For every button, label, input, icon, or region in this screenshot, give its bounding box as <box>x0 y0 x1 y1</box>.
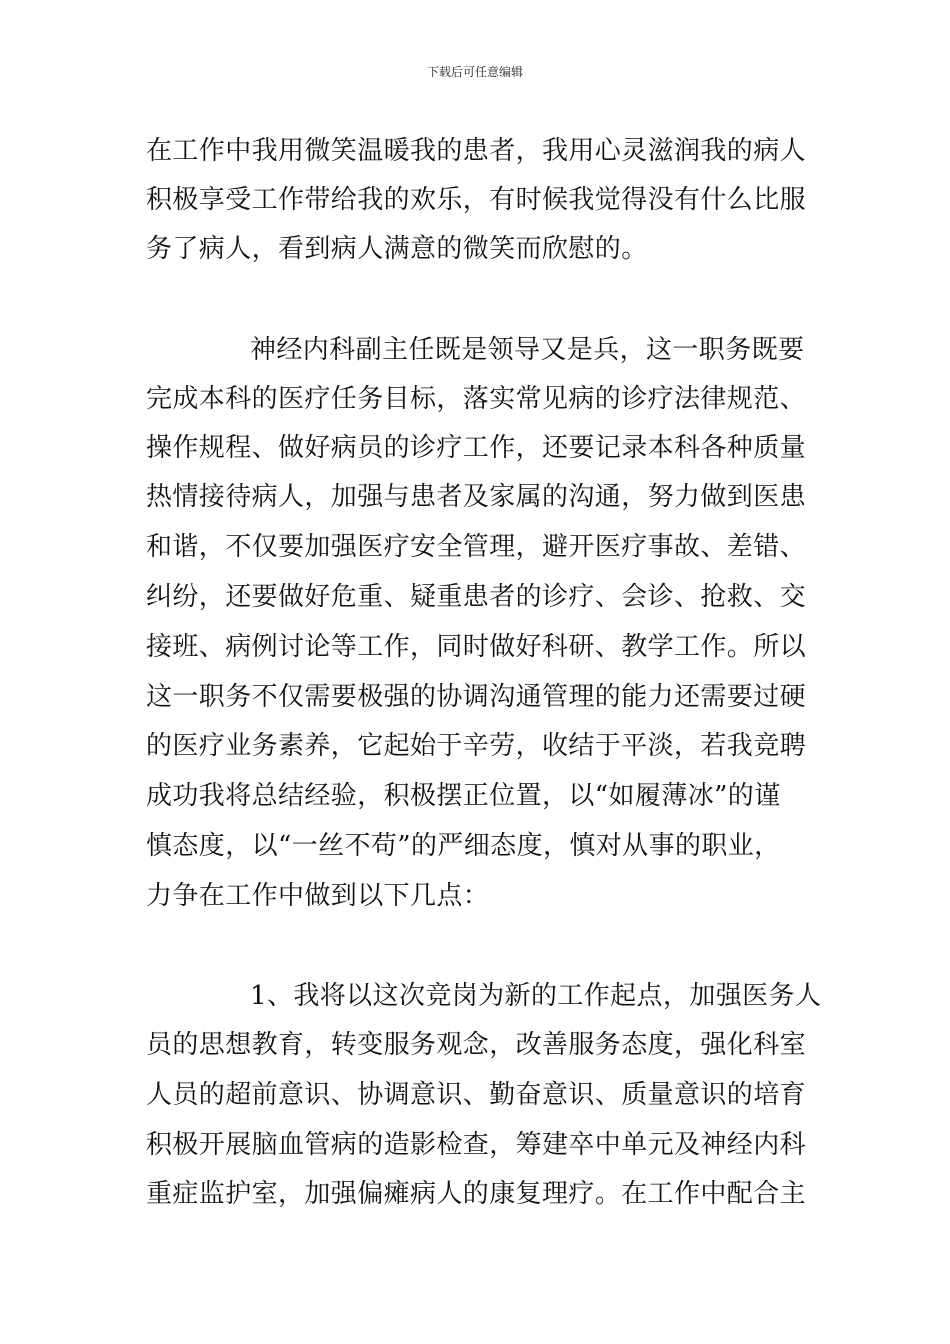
paragraph-line: 1、我将以这次竞岗为新的工作起点，加强医务人 <box>250 981 822 1011</box>
paragraph-line: 务了病人，看到病人满意的微笑而欣慰的。 <box>146 234 648 264</box>
paragraph-line: 慎态度，以“一丝不苟”的严细态度，慎对从事的职业， <box>146 831 781 861</box>
paragraph-line: 纠纷，还要做好危重、疑重患者的诊疗、会诊、抢救、交 <box>146 582 807 612</box>
paragraph-line: 重症监护室，加强偏瘫病人的康复理疗。在工作中配合主 <box>146 1179 807 1209</box>
page-header: 下载后可任意编辑 <box>426 65 523 79</box>
paragraph-line: 神经内科副主任既是领导又是兵，这一职务既要 <box>250 335 805 365</box>
paragraph-line: 接班、病例讨论等工作，同时做好科研、教学工作。所以 <box>146 632 807 662</box>
paragraph-line: 这一职务不仅需要极强的协调沟通管理的能力还需要过硬 <box>146 682 807 712</box>
paragraph-line: 力争在工作中做到以下几点： <box>146 881 490 911</box>
paragraph-line: 的医疗业务素养，它起始于辛劳，收结于平淡，若我竞聘 <box>146 731 807 761</box>
paragraph-line: 积极享受工作带给我的欢乐，有时候我觉得没有什么比服 <box>146 185 807 215</box>
paragraph-line: 人员的超前意识、协调意识、勤奋意识、质量意识的培育 <box>146 1080 807 1110</box>
paragraph-line: 员的思想教育，转变服务观念，改善服务态度，强化科室 <box>146 1030 807 1060</box>
paragraph-line: 在工作中我用微笑温暖我的患者，我用心灵滋润我的病人 <box>146 136 807 166</box>
paragraph-line: 热情接待病人，加强与患者及家属的沟通，努力做到医患 <box>146 482 807 512</box>
paragraph-line: 操作规程、做好病员的诊疗工作，还要记录本科各种质量 <box>146 433 807 463</box>
paragraph-line: 积极开展脑血管病的造影检查，筹建卒中单元及神经内科 <box>146 1130 807 1160</box>
paragraph-line: 成功我将总结经验，积极摆正位置，以“如履薄冰”的谨 <box>146 781 781 811</box>
paragraph-line: 和谐，不仅要加强医疗安全管理，避开医疗事故、差错、 <box>146 532 807 562</box>
paragraph-line: 完成本科的医疗任务目标，落实常见病的诊疗法律规范、 <box>146 384 807 414</box>
